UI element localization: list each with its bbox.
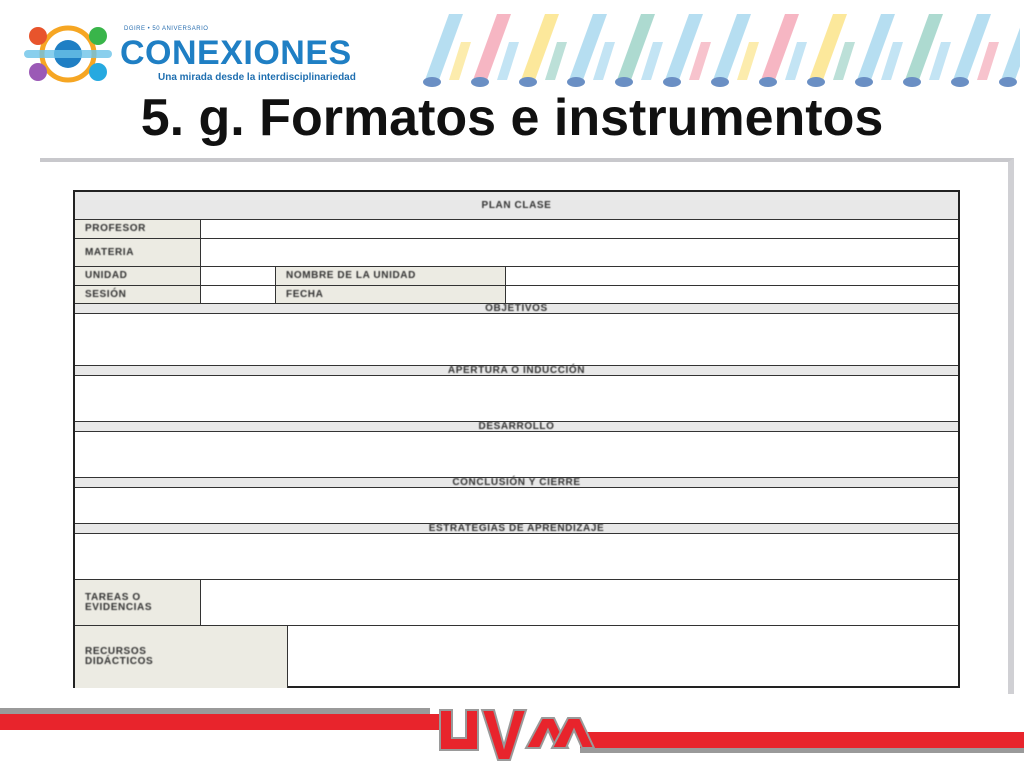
- plan-clase-form: [73, 190, 960, 688]
- logo-name: CONEXIONES: [120, 34, 352, 72]
- stripe-dot: [759, 77, 777, 87]
- stripe-dot: [423, 77, 441, 87]
- unidad-field[interactable]: [201, 267, 276, 285]
- stripe: [497, 42, 519, 80]
- footer-red-band-left: [0, 714, 440, 730]
- stripe-dot: [567, 77, 585, 87]
- stripe: [689, 42, 711, 80]
- stripe: [593, 42, 615, 80]
- tareas-row: [75, 580, 958, 626]
- fecha-label: FECHA: [286, 288, 324, 300]
- stripe: [545, 42, 567, 80]
- logo-small-text: DGIRE • 50 ANIVERSARIO: [124, 26, 209, 32]
- stripe-dot: [471, 77, 489, 87]
- sesion-row: [75, 286, 958, 304]
- unidad-label-cell: [75, 267, 201, 285]
- form-title-row: [75, 192, 958, 220]
- stripe: [737, 42, 759, 80]
- materia-row: [75, 239, 958, 267]
- logo-tagline: Una mirada desde la interdisciplinariedad: [158, 72, 356, 83]
- desarrollo-label: DESARROLLO: [478, 420, 555, 432]
- stripe: [833, 42, 855, 80]
- stripe: [929, 42, 951, 80]
- conexiones-emblem-icon: [20, 22, 116, 86]
- stripe-dot: [855, 77, 873, 87]
- uvaa-logo-icon: [440, 710, 594, 760]
- profesor-label-cell: [75, 220, 201, 238]
- stripe-dot: [903, 77, 921, 87]
- materia-label-cell: [75, 239, 201, 266]
- stripe-dot: [519, 77, 537, 87]
- stripe: [977, 42, 999, 80]
- fecha-label-cell: [276, 286, 506, 303]
- stripe: [785, 42, 807, 80]
- stripe-dot: [615, 77, 633, 87]
- objetivos-field[interactable]: [75, 314, 958, 366]
- conclusion-field[interactable]: [75, 488, 958, 524]
- footer-red-band-right: [580, 732, 1024, 748]
- recursos-field[interactable]: [288, 626, 958, 688]
- decorative-stripes: [415, 12, 1020, 90]
- sesion-field[interactable]: [201, 286, 276, 303]
- objetivos-label: OBJETIVOS: [485, 302, 548, 314]
- unidad-row: [75, 267, 958, 286]
- estrategias-label: ESTRATEGIAS DE APRENDIZAJE: [428, 522, 605, 534]
- materia-label: MATERIA: [85, 246, 135, 258]
- footer-gray-band: [0, 708, 430, 714]
- sesion-label-cell: [75, 286, 201, 303]
- stripe-dot: [711, 77, 729, 87]
- nombre-unidad-label: NOMBRE DE LA UNIDAD: [286, 270, 416, 281]
- tareas-field[interactable]: [201, 580, 958, 625]
- footer-band: [0, 700, 1024, 768]
- stripe-dot: [807, 77, 825, 87]
- nombre-unidad-label-cell: [276, 267, 506, 285]
- recursos-row: [75, 626, 958, 688]
- estrategias-header: [75, 524, 958, 534]
- tareas-label: TAREAS O EVIDENCIAS: [85, 591, 153, 613]
- desarrollo-field[interactable]: [75, 432, 958, 478]
- stripe-dot: [663, 77, 681, 87]
- stripe: [1001, 14, 1020, 80]
- materia-field[interactable]: [201, 239, 958, 266]
- stripe-dot: [999, 77, 1017, 87]
- form-title: PLAN CLASE: [481, 199, 552, 211]
- conclusion-header: [75, 478, 958, 488]
- stripe-dot: [951, 77, 969, 87]
- footer-gray-band-right: [580, 748, 1024, 753]
- apertura-field[interactable]: [75, 376, 958, 422]
- stripe: [449, 42, 471, 80]
- profesor-label: PROFESOR: [85, 223, 146, 234]
- profesor-row: [75, 220, 958, 239]
- estrategias-field[interactable]: [75, 534, 958, 580]
- stripe: [641, 42, 663, 80]
- recursos-label-cell: [75, 626, 288, 688]
- sesion-label: SESIÓN: [85, 288, 127, 300]
- objetivos-header: [75, 304, 958, 314]
- unidad-label: UNIDAD: [85, 270, 128, 281]
- recursos-label: RECURSOS DIDÁCTICOS: [85, 646, 154, 667]
- document-page: [40, 158, 1014, 694]
- conclusion-label: CONCLUSIÓN Y CIERRE: [452, 476, 581, 488]
- profesor-field[interactable]: [201, 220, 958, 238]
- conexiones-logo: [20, 18, 380, 88]
- slide-title: 5. g. Formatos e instrumentos: [140, 89, 884, 147]
- tareas-label-cell: [75, 580, 201, 625]
- fecha-field[interactable]: [506, 286, 958, 303]
- nombre-unidad-field[interactable]: [506, 267, 958, 285]
- desarrollo-header: [75, 422, 958, 432]
- apertura-label: APERTURA O INDUCCIÓN: [447, 364, 586, 376]
- apertura-header: [75, 366, 958, 376]
- stripe: [881, 42, 903, 80]
